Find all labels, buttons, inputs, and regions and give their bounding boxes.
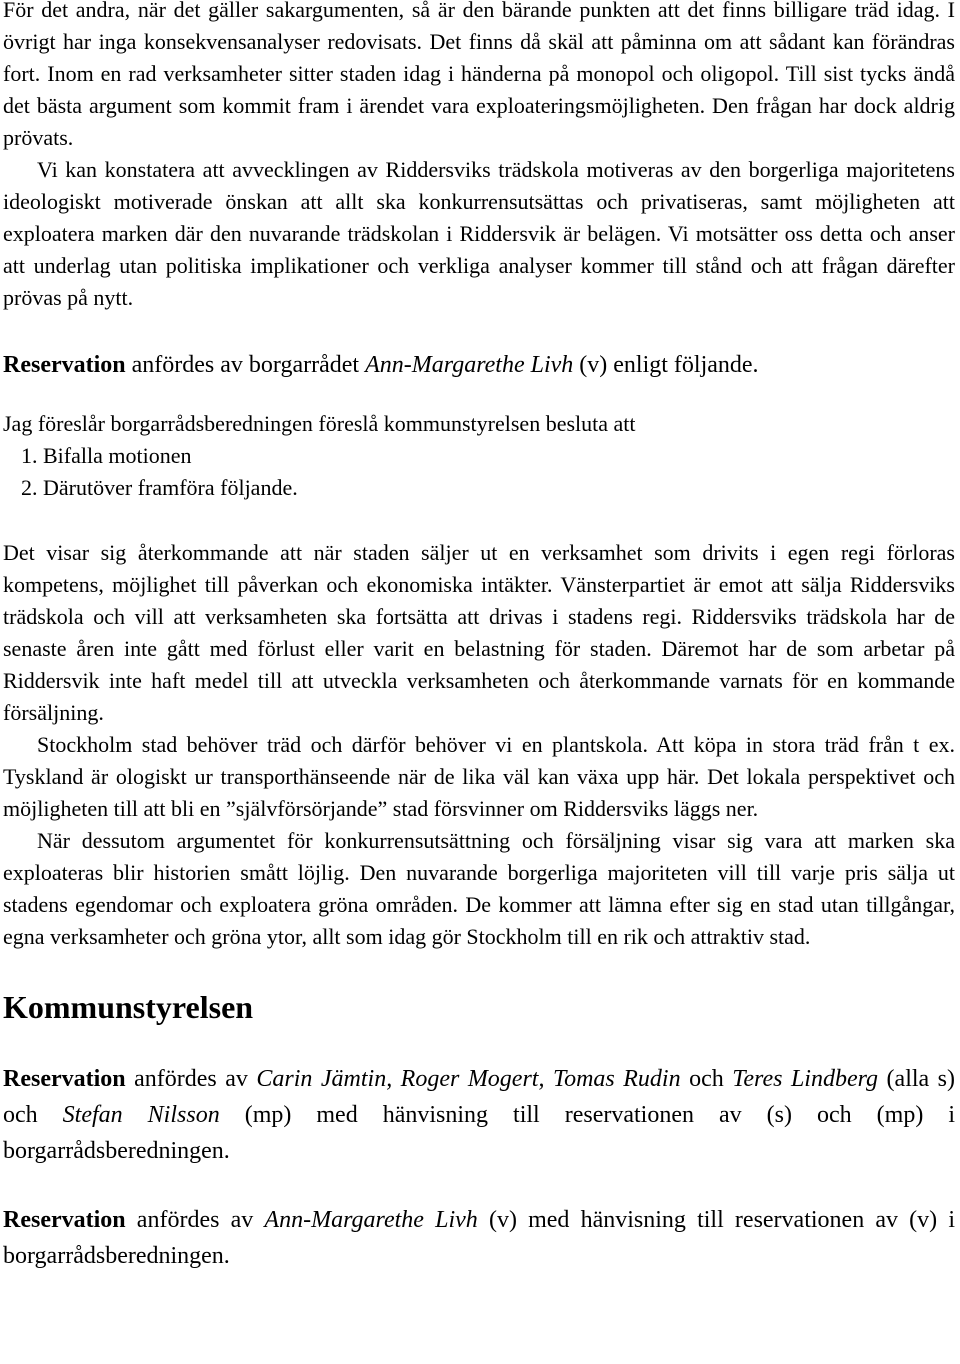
- reservation-livh-reference: [3, 1202, 955, 1274]
- reservation-label: Reservation: [3, 352, 126, 378]
- reservation-text: anfördes av: [125, 1066, 257, 1092]
- document-page: [3, 0, 955, 1274]
- reservation-label: Reservation: [3, 1207, 126, 1233]
- proposal-item: 2. Därutöver framföra följande.: [43, 472, 955, 504]
- reservation-text: anfördes av: [125, 1207, 265, 1233]
- section-heading: Kommunstyrelsen: [3, 989, 254, 1025]
- paragraph-avveckling: Vi kan konstatera att avvecklingen av Riddersviks trädskola motiveras av den borgerliga majoritetens ideologiskt motiverade önskan att allt ska konkurrensutsättas och privatiseras, samt möjligheten att exploatera marken där den nuvarande trädskolan i Riddersvik är belägen. Vi motsätter oss detta och anser att underlag utan politiska implikationer och verkliga analyser kommer till stånd och att frågan därefter prövas på nytt.: [3, 157, 955, 310]
- reservation-person-name: Stefan Nilsson: [62, 1102, 220, 1128]
- proposal-item: 1. Bifalla motionen: [43, 440, 955, 472]
- reservation-person-names: Carin Jämtin, Roger Mogert, Tomas Rudin: [256, 1066, 681, 1092]
- reservation-label: Reservation: [3, 1066, 126, 1092]
- reservation-text: anfördes av borgarrådet: [125, 352, 366, 378]
- reservation-text: och: [680, 1066, 733, 1092]
- reservation-person-name: Ann-Margarethe Livh: [264, 1207, 478, 1233]
- paragraph-argument-2: Stockholm stad behöver träd och därför behöver vi en plantskola. Att köpa in stora träd från t ex. Tyskland är ologiskt ur transporthänseende när de lika väl kan växa upp här. Det lokala perspektivet och möjligheten till att bli en ”självförsörjande” stad försvinner om Riddersviks läggs ner.: [3, 732, 955, 821]
- reservation-group-statement: [3, 1061, 955, 1169]
- proposal-list: [3, 440, 955, 504]
- reservation-person-name: Ann-Margarethe Livh: [365, 352, 574, 378]
- paragraph-argument-1: Det visar sig återkommande att när staden säljer ut en verksamhet som drivits i egen regi förloras kompetens, möjlighet till påverkan och ekonomiska intäkter. Vänsterpartiet är emot att sälja Riddersviks trädskola och vill att verksamheten ska fortsätta att drivas i stadens regi. Riddersviks trädskola har de senaste åren inte gått med förlust eller varit en belastning för staden. Däremot har de som arbetar på Riddersvik inte haft medel till att utveckla verksamheten och återkommande varnats för en kommande försäljning.: [3, 540, 955, 725]
- paragraph-argument-3: När dessutom argumentet för konkurrensutsättning och försäljning visar sig vara att marken ska exploateras blir historien smått löjlig. Den nuvarande borgerliga majoriteten vill till varje pris sälja ut stadens egendomar och exploatera gröna områden. De kommer att lämna efter sig en stad utan tillgångar, egna verksamheter och gröna ytor, allt som idag gör Stockholm till en rik och attraktiv stad.: [3, 828, 955, 949]
- reservation-text: (v) med hänvisning till reservationen av (v) i borgarrådsberedningen.: [3, 1207, 955, 1269]
- reservation-text: (mp) med hänvisning till reservationen av (s) och (mp) i borgarrådsberedningen.: [3, 1102, 955, 1164]
- reservation-text: (v) enligt följande.: [573, 352, 759, 378]
- reservation-text: (alla s) och: [3, 1066, 955, 1128]
- proposal-intro: Jag föreslår borgarrådsberedningen föreslå kommunstyrelsen besluta att: [3, 411, 636, 436]
- reservation-person-name: Teres Lindberg: [732, 1066, 879, 1092]
- reservation-livh-statement: [3, 347, 955, 383]
- paragraph-sakargument: För det andra, när det gäller sakargumenten, så är den bärande punkten att det finns billigare träd idag. I övrigt har inga konsekvensanalyser redovisats. Det finns då skäl att påminna om att sådant kan förändras fort. Inom en rad verksamheter sitter staden idag i händerna på monopol och oligopol. Till sist tycks ändå det bästa argument som kommit fram i ärendet vara exploateringsmöjligheten. Den frågan har dock aldrig prövats.: [3, 0, 955, 150]
